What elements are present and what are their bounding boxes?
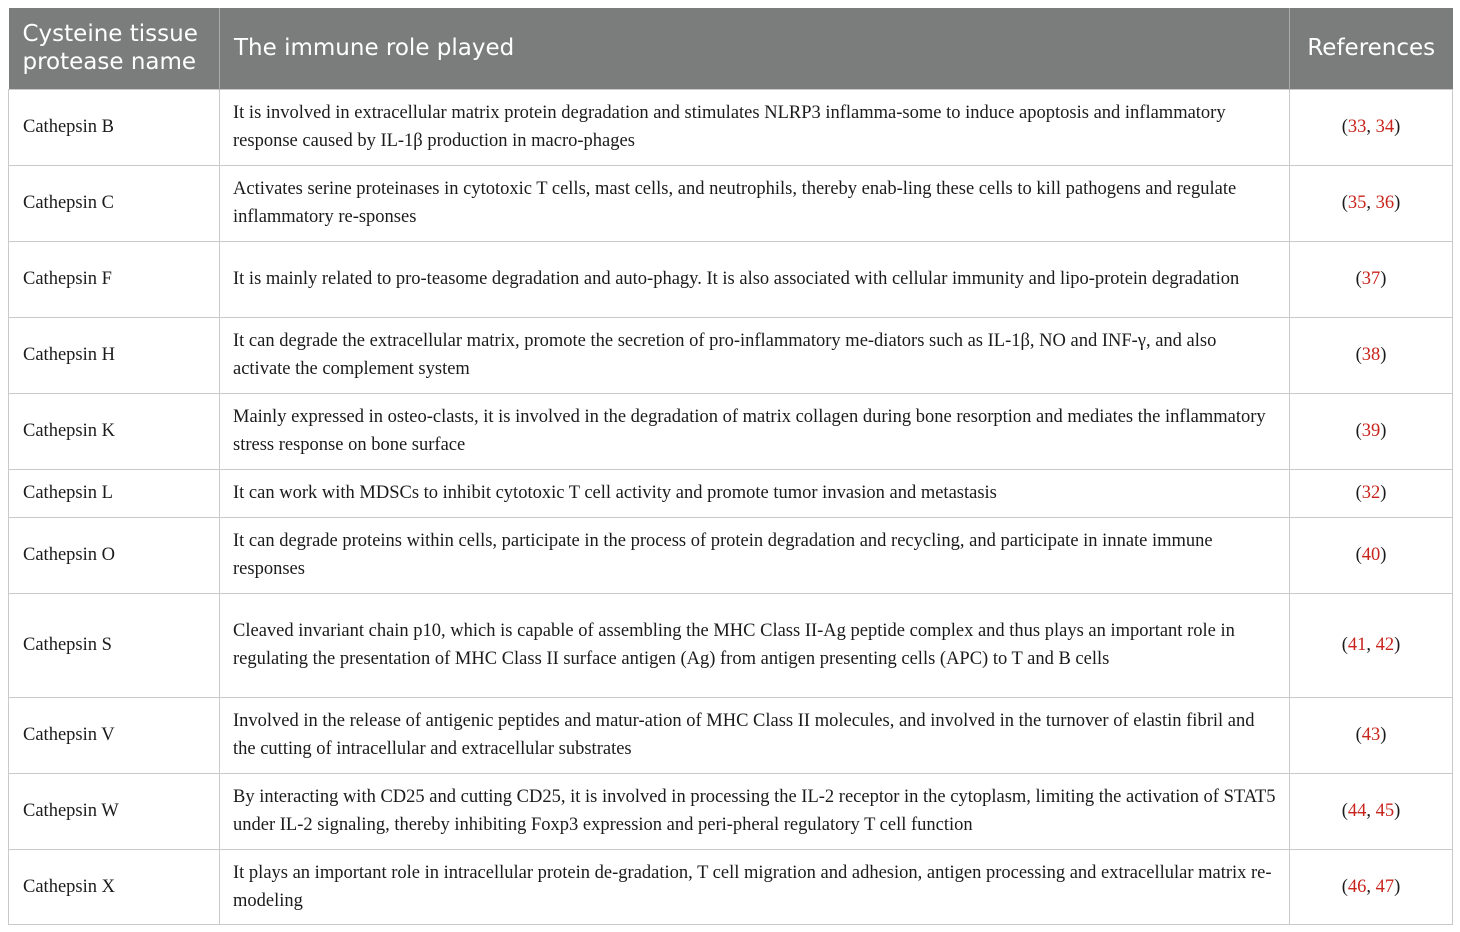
table-row xyxy=(9,393,1453,469)
reference-link[interactable]: 43 xyxy=(1361,725,1381,745)
immune-role-cell: It is mainly related to pro-teasome degradation and auto-phagy. It is also associated with cellular immunity and lipo-protein degradation xyxy=(220,241,1290,317)
reference-link[interactable]: 45 xyxy=(1375,801,1395,821)
references-cell: (40) xyxy=(1290,517,1453,593)
header-references: References xyxy=(1290,8,1453,89)
reference-link[interactable]: 47 xyxy=(1375,876,1395,897)
immune-role-cell: It can degrade proteins within cells, participate in the process of protein degradation and recycling, and participate in innate immune responses xyxy=(220,517,1290,593)
references-cell: (33, 34) xyxy=(1290,89,1453,165)
table-header xyxy=(9,8,1453,89)
table-row xyxy=(9,849,1453,924)
protease-name-cell: Cathepsin O xyxy=(9,517,220,593)
protease-name-cell: Cathepsin K xyxy=(9,393,220,469)
reference-link[interactable]: 38 xyxy=(1361,345,1381,365)
table-row xyxy=(9,469,1453,517)
references-cell: (46, 47) xyxy=(1290,849,1453,924)
table-row xyxy=(9,89,1453,165)
reference-link[interactable]: 46 xyxy=(1347,876,1367,897)
protease-name-cell: Cathepsin W xyxy=(9,773,220,849)
table-row xyxy=(9,317,1453,393)
table-row xyxy=(9,593,1453,697)
immune-role-cell: Involved in the release of antigenic peptides and matur-ation of MHC Class II molecules, and involved in the turnover of elastin fibril and the cutting of intracellular and extracellular substrates xyxy=(220,697,1290,773)
protease-name-cell: Cathepsin H xyxy=(9,317,220,393)
protease-name-cell: Cathepsin L xyxy=(9,469,220,517)
references-cell: (44, 45) xyxy=(1290,773,1453,849)
immune-role-cell: It can degrade the extracellular matrix, promote the secretion of pro-inflammatory me-diators such as IL-1β, NO and INF-γ, and also activate the complement system xyxy=(220,317,1290,393)
references-cell: (43) xyxy=(1290,697,1453,773)
references-cell: (41, 42) xyxy=(1290,593,1453,697)
protease-name-cell: Cathepsin X xyxy=(9,849,220,924)
reference-link[interactable]: 44 xyxy=(1347,801,1367,821)
reference-link[interactable]: 37 xyxy=(1361,269,1381,289)
reference-link[interactable]: 33 xyxy=(1347,117,1367,137)
reference-link[interactable]: 42 xyxy=(1375,635,1395,655)
table-row xyxy=(9,697,1453,773)
table-row xyxy=(9,773,1453,849)
immune-role-cell: By interacting with CD25 and cutting CD25, it is involved in processing the IL-2 receptor in the cytoplasm, limiting the activation of STAT5 under IL-2 signaling, thereby inhibiting Foxp3 expression and peri-pheral regulatory T cell function xyxy=(220,773,1290,849)
protease-name-cell: Cathepsin F xyxy=(9,241,220,317)
immune-role-cell: Mainly expressed in osteo-clasts, it is involved in the degradation of matrix collagen during bone resorption and mediates the inflammatory stress response on bone surface xyxy=(220,393,1290,469)
cathepsin-immune-role-table xyxy=(8,8,1453,925)
immune-role-cell: Activates serine proteinases in cytotoxic T cells, mast cells, and neutrophils, thereby enab-ling these cells to kill pathogens and regulate inflammatory re-sponses xyxy=(220,165,1290,241)
protease-name-cell: Cathepsin S xyxy=(9,593,220,697)
protease-name-cell: Cathepsin C xyxy=(9,165,220,241)
references-cell: (32) xyxy=(1290,469,1453,517)
reference-link[interactable]: 32 xyxy=(1361,483,1381,503)
table-row xyxy=(9,165,1453,241)
protease-name-cell: Cathepsin B xyxy=(9,89,220,165)
reference-link[interactable]: 35 xyxy=(1347,193,1367,213)
reference-link[interactable]: 41 xyxy=(1347,635,1367,655)
protease-name-cell: Cathepsin V xyxy=(9,697,220,773)
header-row xyxy=(9,8,1453,89)
references-cell: (39) xyxy=(1290,393,1453,469)
references-cell: (38) xyxy=(1290,317,1453,393)
table-body xyxy=(9,89,1453,924)
immune-role-cell: Cleaved invariant chain p10, which is capable of assembling the MHC Class II-Ag peptide complex and thus plays an important role in regulating the presentation of MHC Class II surface antigen (Ag) from antigen presenting cells (APC) to T and B cells xyxy=(220,593,1290,697)
reference-link[interactable]: 39 xyxy=(1361,421,1381,441)
references-cell: (37) xyxy=(1290,241,1453,317)
reference-link[interactable]: 36 xyxy=(1375,193,1395,213)
table-row xyxy=(9,241,1453,317)
immune-role-cell: It can work with MDSCs to inhibit cytotoxic T cell activity and promote tumor invasion and metastasis xyxy=(220,469,1290,517)
immune-role-cell: It plays an important role in intracellular protein de-gradation, T cell migration and adhesion, antigen processing and extracellular matrix re-modeling xyxy=(220,849,1290,924)
header-immune-role: The immune role played xyxy=(220,8,1290,89)
reference-link[interactable]: 40 xyxy=(1361,545,1381,565)
table-row xyxy=(9,517,1453,593)
immune-role-cell: It is involved in extracellular matrix protein degradation and stimulates NLRP3 inflamma-some to induce apoptosis and inflammatory response caused by IL-1β production in macro-phages xyxy=(220,89,1290,165)
references-cell: (35, 36) xyxy=(1290,165,1453,241)
header-protease-name: Cysteine tissue protease name xyxy=(9,8,220,89)
reference-link[interactable]: 34 xyxy=(1375,117,1395,137)
